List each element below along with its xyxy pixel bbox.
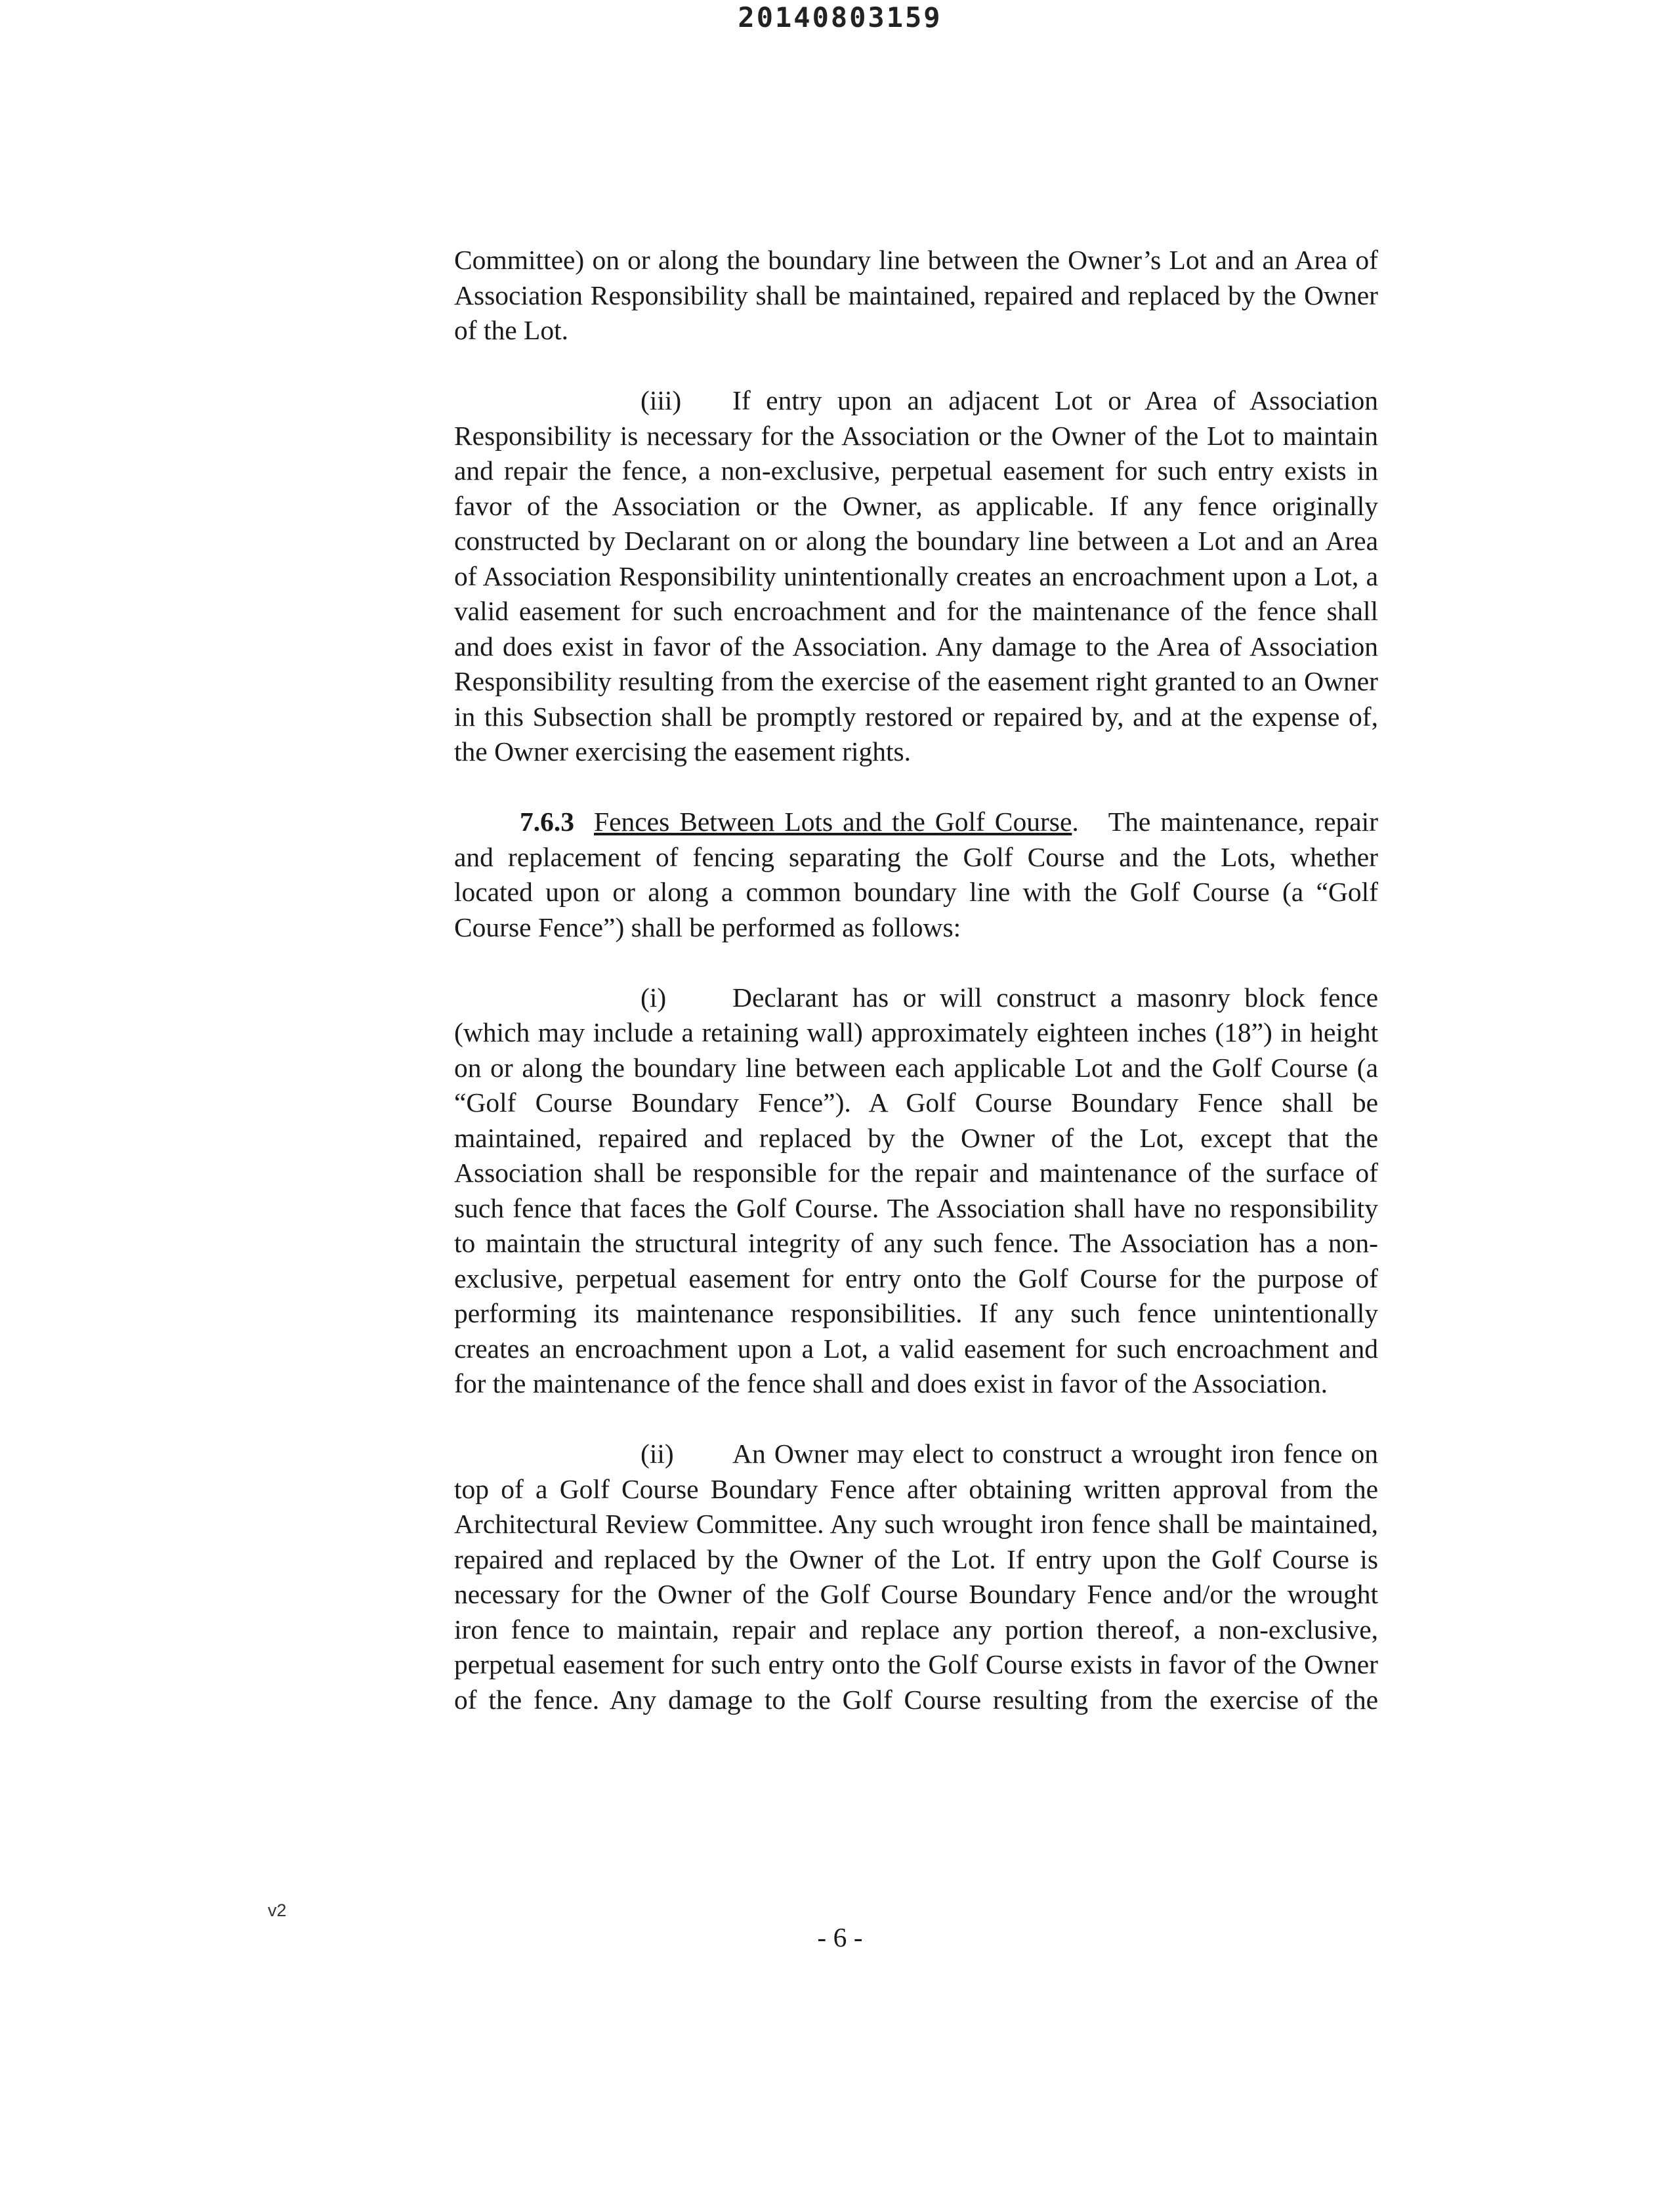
paragraph-label: (i): [640, 982, 667, 1013]
page-number: - 6 -: [817, 1922, 863, 1952]
section-number: 7.6.3: [520, 807, 574, 837]
section-7-6-3: 7.6.3 Fences Between Lots and the Golf Course. The maintenance, repair and replacement of fencing separating the Golf Course and the Lots, whether located upon or along a common boundary line with the Golf Course (a “Golf Course Fence”) shall be performed as follows:: [454, 807, 1379, 942]
version-tag: v2: [268, 1900, 287, 1920]
paragraph-text: An Owner may elect to construct a wrought iron fence on top of a Golf Course Boundary Fence after obtaining written approval from the Architectural Review Committee. Any such wrought iron fence shall be maintained, repaired and replaced by the Owner of the Lot. If entry upon the Golf Course is necessary for the Owner of the Golf Course Boundary Fence and/or the wrought iron fence to maintain, repair and replace any portion thereof, a non-exclusive, perpetual easement for such entry onto the Golf Course exists in favor of the Owner of the fence. Any damage to the Golf Course resulting from the exercise of the: [454, 1438, 1378, 1715]
paragraph-label: (ii): [640, 1438, 674, 1469]
document-body: [454, 243, 1378, 1753]
document-number: 20140803159: [738, 1, 942, 33]
paragraph-i: [454, 980, 1378, 1402]
section-heading: Fences Between Lots and the Golf Course: [593, 807, 1072, 837]
paragraph-text: If entry upon an adjacent Lot or Area of Association Responsibility is necessary for the Association or the Owner of the Lot to maintain and repair the fence, a non-exclusive, perpetual easement for such entry exists in favor of the Association or the Owner, as applicable. If any fence originally constructed by Declarant on or along the boundary line between a Lot and an Area of Association Responsibility unintentionally creates an encroachment upon a Lot, a valid easement for such encroachment and for the maintenance of the fence shall and does exist in favor of the Association. Any damage to the Area of Association Responsibility resulting from the exercise of the easement right granted to an Owner in this Subsection shall be promptly restored or repaired by, and at the expense of, the Owner exercising the easement rights.: [454, 385, 1378, 766]
paragraph-ii: [454, 1437, 1378, 1717]
paragraph-label: (iii): [640, 385, 682, 415]
paragraph-continuation: Committee) on or along the boundary line between the Owner’s Lot and an Area of Association Responsibility shall be maintained, repaired and replaced by the Owner of the Lot.: [454, 245, 1378, 345]
paragraph-iii: [454, 383, 1378, 770]
paragraph-text: Declarant has or will construct a masonry block fence (which may include a retaining wall) approximately eighteen inches (18”) in height on or along the boundary line between each applicable Lot and the Golf Course (a “Golf Course Boundary Fence”). A Golf Course Boundary Fence shall be maintained, repaired and replaced by the Owner of the Lot, except that the Association shall be responsible for the repair and maintenance of the surface of such fence that faces the Golf Course. The Association shall have no responsibility to maintain the structural integrity of any such fence. The Association has a non-exclusive, perpetual easement for entry onto the Golf Course for the purpose of performing its maintenance responsibilities. If any such fence unintentionally creates an encroachment upon a Lot, a valid easement for such encroachment and for the maintenance of the fence shall and does exist in favor of the Association.: [454, 982, 1378, 1398]
section-text: The maintenance, repair and replacement of fencing separating the Golf Course and the Lots, whether located upon or along a common boundary line with the Golf Course (a “Golf Course Fence”) shall be performed as follows:: [454, 807, 1379, 942]
